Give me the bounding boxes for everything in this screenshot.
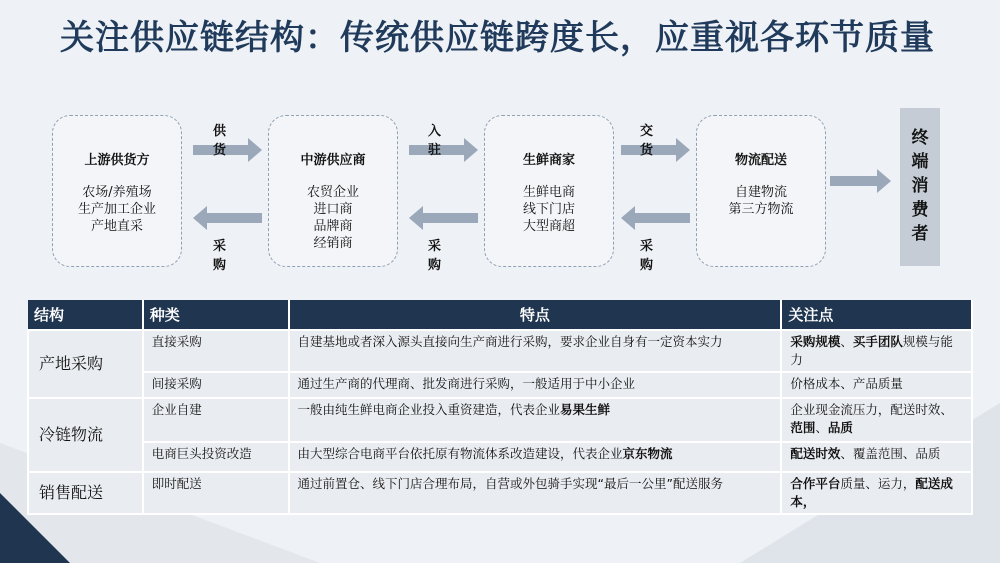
node-item: 经销商 xyxy=(313,236,353,251)
focus-cell xyxy=(781,372,972,398)
type-cell: 间接采购 xyxy=(143,372,289,398)
supply-chain-table xyxy=(27,300,973,515)
type-cell: 即时配送 xyxy=(143,472,289,514)
arrow-label: 采购 xyxy=(213,239,227,273)
arrow-label: 入驻 xyxy=(428,124,442,158)
consumer-char: 终 xyxy=(911,128,929,148)
feature-cell xyxy=(289,398,782,442)
arrow-label: 采购 xyxy=(640,239,654,273)
table-row xyxy=(28,472,972,514)
table-row xyxy=(28,330,972,372)
node-item: 品牌商 xyxy=(313,219,353,234)
end-consumer-box xyxy=(900,108,940,266)
feature-bold: 京东物流 xyxy=(622,446,673,461)
forward-arrow-icon xyxy=(409,138,478,162)
node-item: 大型商超 xyxy=(522,219,575,234)
focus-text: 、 xyxy=(815,420,828,435)
focus-text: 质量、运力， xyxy=(840,476,916,491)
feature-cell: 通过前置仓、线下门店合理布局，自营或外包骑手实现“最后一公里”配送服务 xyxy=(289,472,782,514)
focus-bold: 合作平台 xyxy=(790,476,841,491)
feature-text: 一般由纯生鲜电商企业投入重资建造，代表企业 xyxy=(297,402,561,417)
focus-bold: 采购规模 xyxy=(790,334,841,349)
consumer-char: 费 xyxy=(911,200,929,220)
focus-bold: 买手团队 xyxy=(852,334,903,349)
backward-arrow-icon xyxy=(193,206,262,230)
group-cell: 冷链物流 xyxy=(28,398,143,472)
header-cell: 种类 xyxy=(143,300,289,330)
feature-cell: 通过生产商的代理商、批发商进行采购，一般适用于中小企业 xyxy=(289,372,782,398)
node-item: 农场/养殖场 xyxy=(82,185,152,200)
node-item: 自建物流 xyxy=(734,185,787,200)
type-cell: 电商巨头投资改造 xyxy=(143,442,289,472)
consumer-char: 消 xyxy=(911,176,929,196)
node-title: 生鲜商家 xyxy=(522,153,575,168)
forward-arrow-icon xyxy=(830,169,891,193)
consumer-char: 者 xyxy=(911,224,929,244)
node-item: 农贸企业 xyxy=(306,185,359,200)
node-item: 进口商 xyxy=(313,202,353,217)
type-cell: 直接采购 xyxy=(143,330,289,372)
focus-bold: 配送时效 xyxy=(790,446,841,461)
node-item: 线下门店 xyxy=(522,202,575,217)
node-title: 上游供货方 xyxy=(84,153,150,168)
table-row xyxy=(28,442,972,472)
node-item: 第三方物流 xyxy=(728,202,794,217)
feature-cell xyxy=(289,442,782,472)
feature-cell: 自建基地或者深入源头直接向生产商进行采购，要求企业自身有一定资本实力 xyxy=(289,330,782,372)
focus-bold: 配送成本， xyxy=(790,476,953,509)
table-header xyxy=(28,300,972,330)
forward-arrow-icon xyxy=(621,138,690,162)
node-item: 产地直采 xyxy=(90,219,143,234)
group-cell: 销售配送 xyxy=(28,472,143,514)
backward-arrow-icon xyxy=(621,206,690,230)
header-cell: 特点 xyxy=(289,300,782,330)
type-cell: 企业自建 xyxy=(143,398,289,442)
header-cell: 关注点 xyxy=(781,300,972,330)
node-title: 物流配送 xyxy=(734,153,787,168)
focus-text: 、覆盖范围、品质 xyxy=(840,446,941,461)
focus-text: 价格成本、产品质量 xyxy=(790,376,903,391)
group-cell: 产地采购 xyxy=(28,330,143,398)
feature-text: 由大型综合电商平台依托原有物流体系改造建设，代表企业 xyxy=(297,446,623,461)
arrow-label: 采购 xyxy=(428,239,442,273)
focus-cell xyxy=(781,442,972,472)
table-row xyxy=(28,398,972,442)
table-row xyxy=(28,372,972,398)
node-item: 生产加工企业 xyxy=(77,202,156,217)
focus-text: 、 xyxy=(840,334,853,349)
focus-bold: 品质 xyxy=(827,420,853,435)
node-title: 中游供应商 xyxy=(300,153,366,168)
focus-cell xyxy=(781,330,972,372)
focus-text: 规模与能力 xyxy=(790,334,953,367)
forward-arrow-icon xyxy=(193,138,262,162)
page-title: 关注供应链结构：传统供应链跨度长，应重视各环节质量 xyxy=(60,18,935,58)
arrow-label: 交货 xyxy=(640,124,654,158)
focus-cell xyxy=(781,398,972,442)
node-item: 生鲜电商 xyxy=(522,185,575,200)
consumer-char: 端 xyxy=(911,152,929,172)
focus-cell xyxy=(781,472,972,514)
backward-arrow-icon xyxy=(409,206,478,230)
focus-text: 企业现金流压力，配送时效、 xyxy=(790,402,953,417)
focus-bold: 范围 xyxy=(790,420,816,435)
feature-bold: 易果生鲜 xyxy=(560,402,611,417)
arrow-label: 供货 xyxy=(213,124,227,158)
header-cell: 结构 xyxy=(28,300,143,330)
